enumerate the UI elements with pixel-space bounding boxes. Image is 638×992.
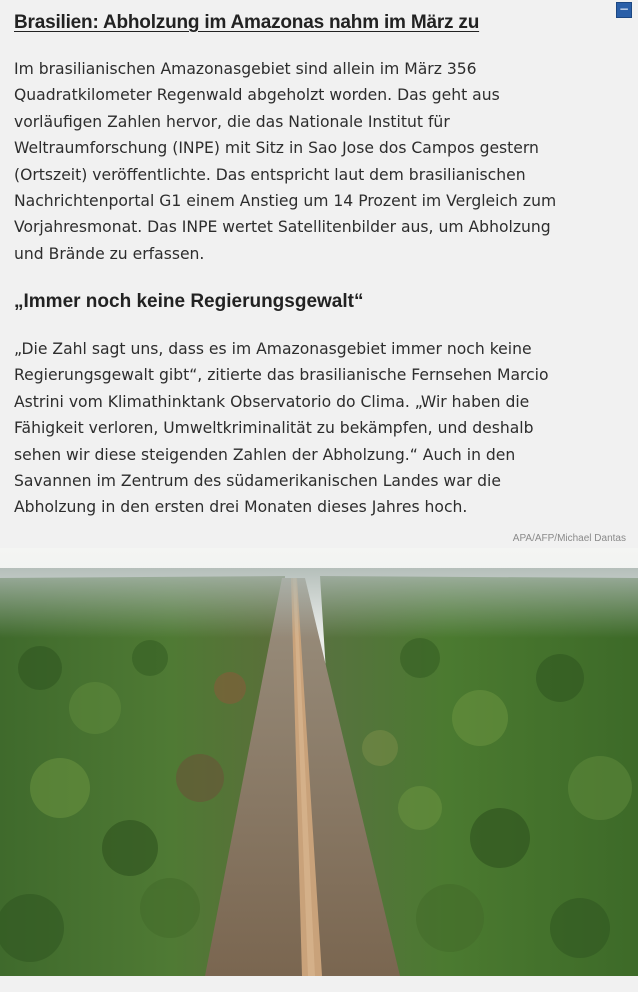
paragraph-line: Nachrichtenportal G1 einem Anstieg um 14 Prozent im Vergleich zum — [14, 192, 557, 211]
deforestation-aerial-image — [0, 548, 638, 976]
paragraph-line: Weltraumforschung (INPE) mit Sitz in Sao Jose dos Campos gestern — [14, 139, 539, 158]
paragraph-line: Vorjahresmonat. Das INPE wertet Satellitenbilder aus, um Abholzung — [14, 218, 551, 237]
paragraph-line: Abholzung in den ersten drei Monaten dieses Jahres hoch. — [14, 498, 468, 517]
paragraph-line: (Ortszeit) veröffentlichte. Das entspricht laut dem brasilianischen — [14, 165, 526, 184]
paragraph-line: Im brasilianischen Amazonasgebiet sind allein im März 356 — [14, 60, 477, 78]
paragraph-line: Astrini vom Klimathinktank Observatorio do Clima. „Wir haben die — [14, 392, 530, 411]
paragraph-line: und Brände zu erfassen. — [14, 244, 205, 263]
paragraph-line: Fähigkeit verloren, Umweltkriminalität zu bekämpfen, und deshalb — [14, 419, 534, 438]
article-paragraph-1 — [14, 56, 626, 267]
paragraph-line: vorläufigen Zahlen hervor, die das Nationale Institut für — [14, 112, 450, 131]
article-photo — [0, 548, 638, 976]
paragraph-line: Regierungsgewalt gibt“, zitierte das brasilianische Fernsehen Marcio — [14, 366, 549, 385]
article-headline[interactable]: Brasilien: Abholzung im Amazonas nahm im März zu — [14, 12, 480, 33]
collapse-button[interactable] — [616, 2, 632, 18]
paragraph-line: sehen wir diese steigenden Zahlen der Abholzung.“ Auch in den — [14, 445, 516, 464]
minus-icon: − — [618, 2, 630, 16]
article-paragraph-2 — [14, 336, 626, 521]
paragraph-line: Savannen im Zentrum des südamerikanischen Landes war die — [14, 472, 501, 491]
paragraph-line: Quadratkilometer Regenwald abgeholzt worden. Das geht aus — [14, 86, 500, 105]
photo-credit: APA/AFP/Michael Dantas — [512, 533, 626, 544]
paragraph-line: „Die Zahl sagt uns, dass es im Amazonasgebiet immer noch keine — [14, 340, 532, 358]
article-subheading: „Immer noch keine Regierungsgewalt“ — [14, 291, 364, 312]
